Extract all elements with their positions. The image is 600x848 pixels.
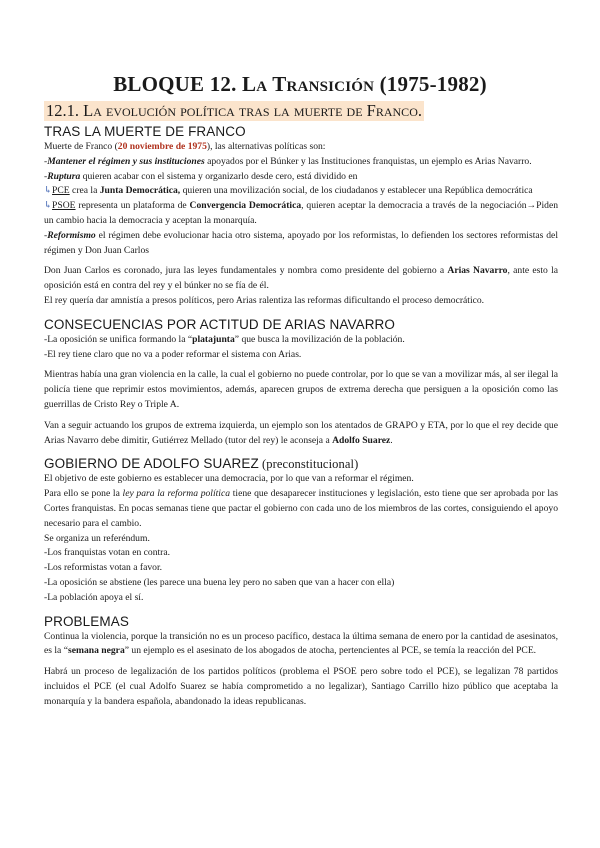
paragraph: -Mantener el régimen y sus instituciones apoyados por el Búnker y las Instituciones franquistas, un ejemplo es Arias Navarro. <box>44 155 532 167</box>
paragraph: Se organiza un referéndum. <box>44 532 150 544</box>
section-subtitle: 12.1. La evolución política tras la muerte de Franco. <box>46 101 422 120</box>
paragraph: Para ello se pone la ley para la reforma política tiene que desaparecer instituciones y legislación, esto tiene que ser aprobada por las Cortes franquistas. En pocas semanas tiene que pactar el gobierno con cada uno de los miembros de las cortes, consiguiendo el apoyo necesario para el cambio. <box>44 488 559 529</box>
document-body <box>44 124 558 710</box>
heading-tras-la-muerte: TRAS LA MUERTE DE FRANCO <box>44 124 246 139</box>
date-highlight: 20 noviembre de 1975 <box>117 141 207 152</box>
heading-problemas: PROBLEMAS <box>44 613 129 629</box>
page-title: BLOQUE 12. La Transición (1975-1982) <box>113 72 487 96</box>
paragraph: -Ruptura quieren acabar con el sistema y organizarlo desde cero, está dividido en <box>44 170 358 182</box>
paragraph: -La oposición se unifica formando la “platajunta” que busca la movilización de la población. <box>44 333 405 345</box>
paragraph: -Reformismo el régimen debe evolucionar hacia otro sistema, apoyado por los reformistas, lo defienden los sectores reformistas del régimen y Don Juan Carlos <box>44 229 558 256</box>
paragraph: -El rey tiene claro que no va a poder reformar el sistema con Arias. <box>44 348 302 360</box>
paragraph: Mientras había una gran violencia en la calle, la cual el gobierno no puede controlar, por lo que se van a movilizar más, al ser ilegal la policía tiene que reprimir estos movimientos, además, aparecen grupos de extrema derecha que persiguen a la oposición como las guerrillas de Cristo Rey o Triple A. <box>44 369 559 410</box>
paragraph: Don Juan Carlos es coronado, jura las leyes fundamentales y nombra como presidente del gobierno a Arias Navarro, ante esto la oposición está en contra del rey y el búnker no se fía de él. <box>44 265 558 292</box>
paragraph: -La oposición se abstiene (les parece una buena ley pero no saben que van a hacer con ella) <box>44 576 395 588</box>
paragraph: Habrá un proceso de legalización de los partidos políticos (problema el PSOE pero sobre todo el PCE), se legalizan 78 partidos incluidos el PCE (el cual Adolfo Suarez se había comprometido a no legalizar), Santiago Carrillo hizo público que aceptaba la monarquía y la bandera española, abandonado la ideas republicanas. <box>44 666 558 707</box>
subitem-arrow-icon: ↳ <box>44 200 53 212</box>
paragraph: El objetivo de este gobierno es establecer una democracia, por lo que van a reformar el régimen. <box>44 473 414 485</box>
paragraph: -Los reformistas votan a favor. <box>44 562 163 574</box>
paragraph: Muerte de Franco (20 noviembre de 1975), las alternativas políticas son: <box>44 141 326 152</box>
paragraph: Van a seguir actuando los grupos de extrema izquierda, un ejemplo son los atentados de GRAPO y ETA, por lo que el rey decide que Arias Navarro debe dimitir, Gutiérrez Mellado (tutor del rey) le aconseja a Adolfo Suarez. <box>44 419 558 446</box>
paragraph: ↳PCE crea la Junta Democrática, quieren una movilización social, de los ciudadanos y establecer una República democrática <box>44 185 533 197</box>
heading-consecuencias: CONSECUENCIAS POR ACTITUD DE ARIAS NAVARRO <box>44 316 396 332</box>
paragraph: -Los franquistas votan en contra. <box>44 547 171 559</box>
paragraph: ↳PSOE representa un plataforma de Convergencia Democrática, quieren aceptar la democracia a través de la negociación→Piden un cambio hacia la democracia y aceptan la monarquía. <box>44 200 558 226</box>
subitem-arrow-icon: ↳ <box>44 185 53 197</box>
paragraph: -La población apoya el sí. <box>44 591 144 603</box>
heading-gobierno-suarez: GOBIERNO DE ADOLFO SUAREZ (preconstitucional) <box>44 456 359 472</box>
paragraph: El rey quería dar amnistía a presos políticos, pero Arias ralentiza las reformas dificultando el proceso democrático. <box>44 294 485 306</box>
paragraph: Continua la violencia, porque la transición no es un proceso pacífico, destaca la última semana de enero por la cantidad de asesinatos, es la “semana negra” un ejemplo es el asesinato de los abogados de atocha, pertencientes al PCE, se temía la reacción del PCE. <box>44 630 558 657</box>
